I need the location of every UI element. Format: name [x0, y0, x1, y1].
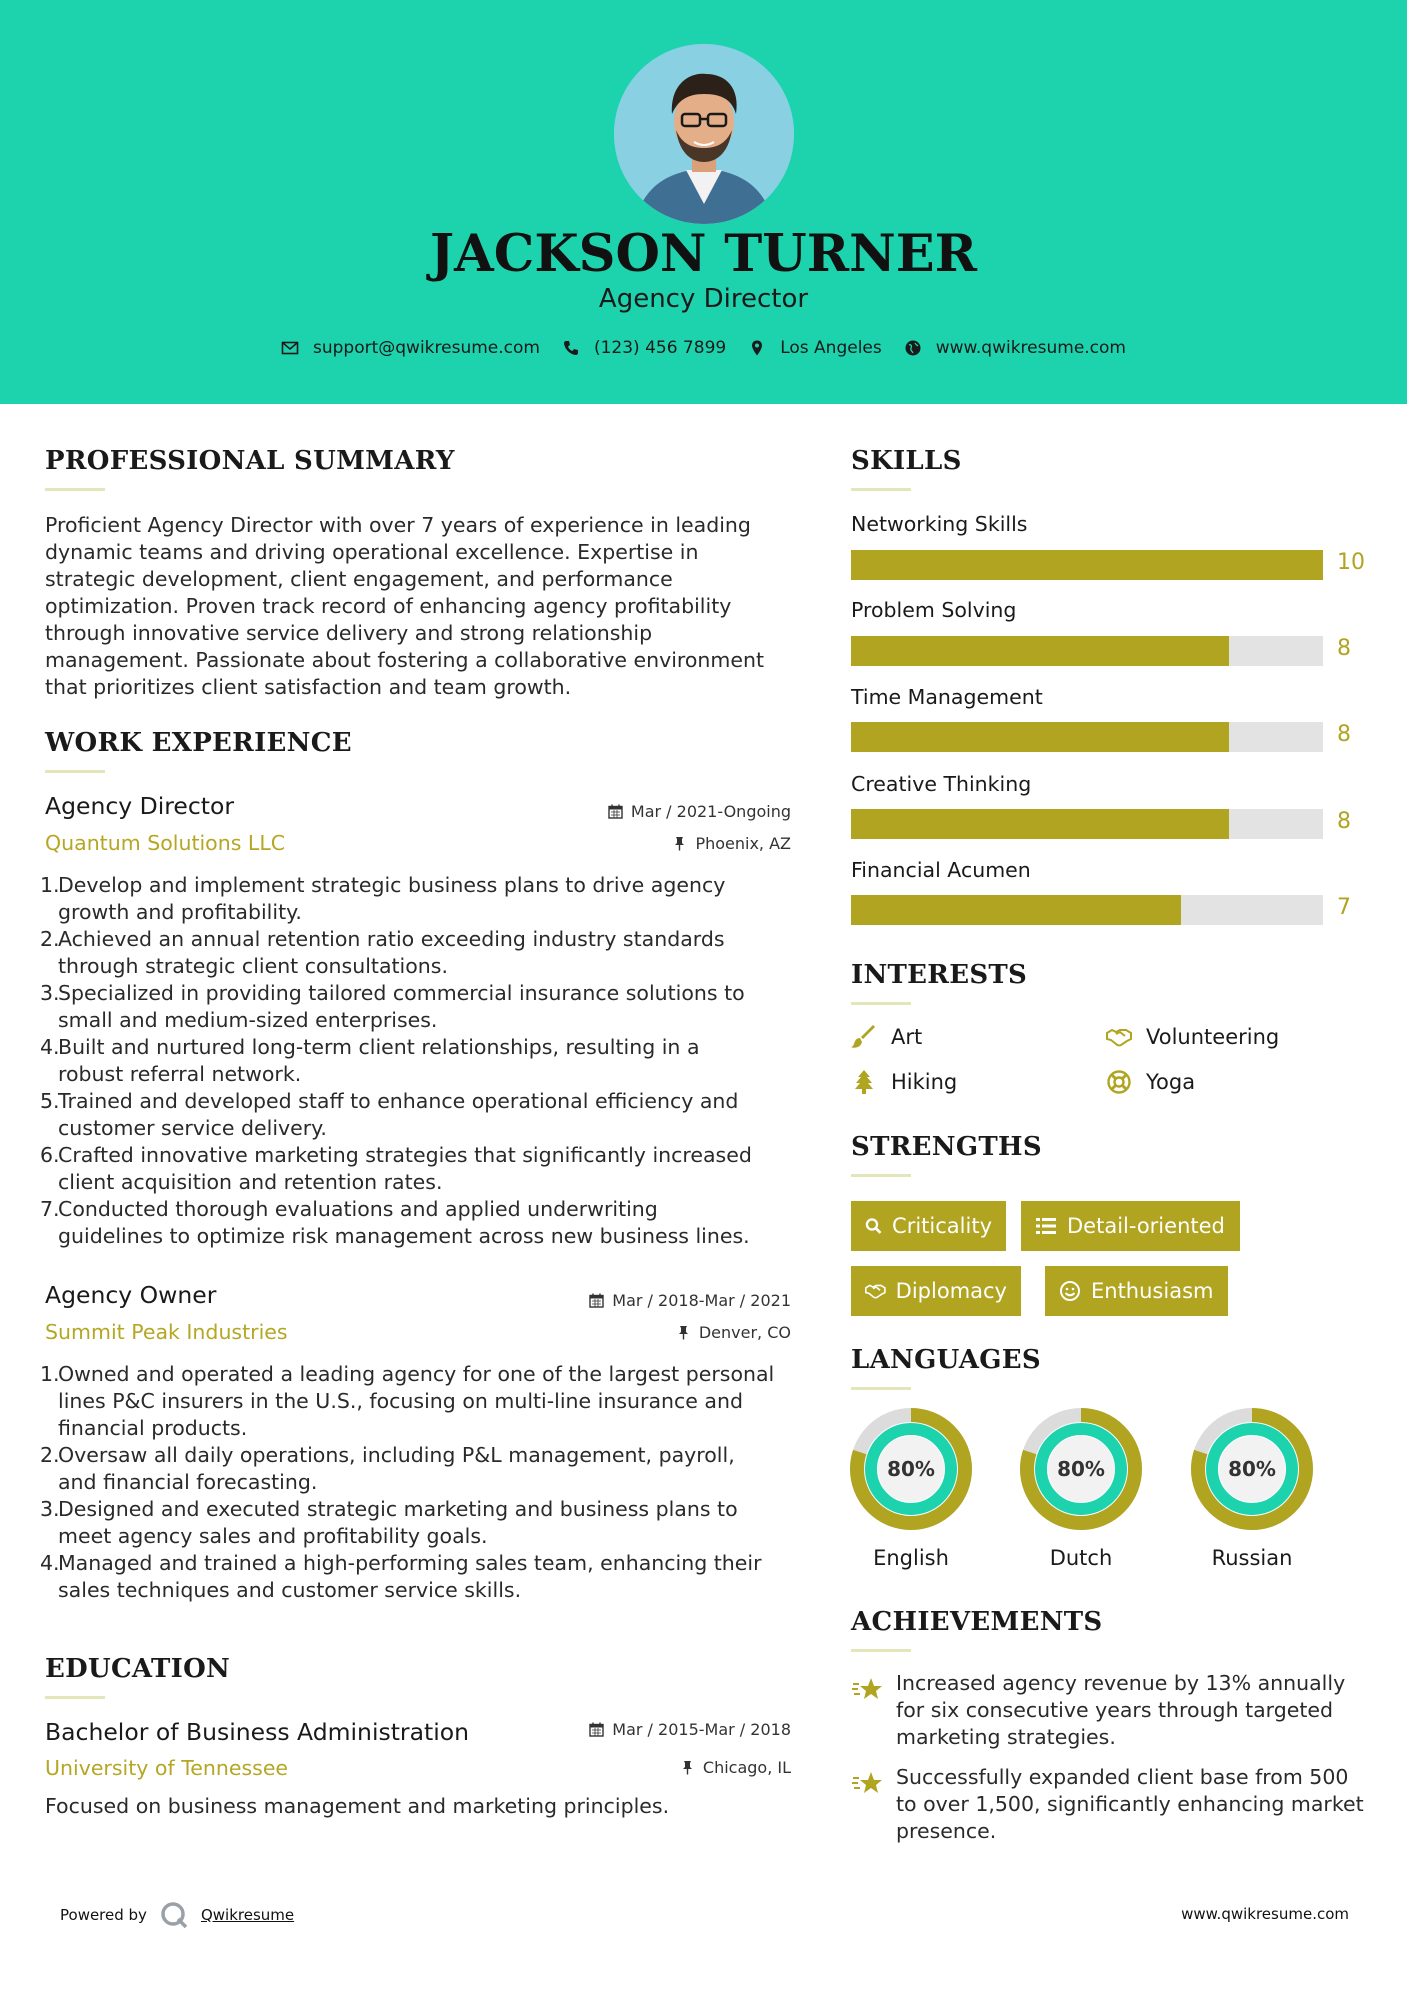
contact-location — [748, 338, 882, 358]
skills-heading: SKILLS — [851, 446, 962, 476]
qwikresume-logo-icon — [159, 1900, 189, 1930]
contact-email-text: support@qwikresume.com — [313, 338, 540, 358]
skill-bar — [851, 809, 1323, 839]
list-item: 3. Designed and executed strategic marketing and business plans to meet agency sales and profitability goals. — [40, 1497, 738, 1548]
education-location — [680, 1758, 791, 1777]
skill-bar — [851, 722, 1323, 752]
strength-tag — [851, 1266, 1021, 1316]
skill-bar — [851, 636, 1323, 666]
summary-line: strategic development, client engagement, and performance — [45, 567, 673, 591]
languages-heading-rule — [851, 1387, 911, 1390]
experience-heading: WORK EXPERIENCE — [45, 728, 352, 758]
pushpin-icon — [680, 1760, 695, 1775]
strength-label: Enthusiasm — [1091, 1279, 1214, 1303]
skill-name: Networking Skills — [851, 512, 1028, 536]
smile-icon — [1059, 1280, 1081, 1302]
skill-bar-fill — [851, 895, 1181, 925]
education-description: Focused on business management and marketing principles. — [45, 1794, 670, 1818]
achievement-item: Increased agency revenue by 13% annually for six consecutive years through targeted marketing strategies. — [896, 1671, 1346, 1749]
education-heading: EDUCATION — [45, 1654, 231, 1684]
language-ring — [1191, 1408, 1313, 1530]
job-duties-list — [40, 872, 810, 1250]
languages-heading: LANGUAGES — [851, 1345, 1041, 1375]
language-item — [850, 1408, 972, 1570]
skill-bar-fill — [851, 809, 1229, 839]
skill-bar-fill — [851, 722, 1229, 752]
interest-item — [851, 1070, 957, 1094]
star-award-icon — [851, 1768, 883, 1800]
contact-website[interactable] — [904, 338, 1126, 358]
education-dates-text: Mar / 2015-Mar / 2018 — [612, 1720, 791, 1739]
skill-name: Financial Acumen — [851, 858, 1031, 882]
job-duties-list — [40, 1361, 810, 1604]
summary-line: management. Passionate about fostering a collaborative environment — [45, 648, 765, 672]
powered-by-text: Powered by — [60, 1906, 147, 1924]
header-banner — [0, 0, 1407, 404]
job-company: Summit Peak Industries — [45, 1320, 288, 1344]
strengths-heading-rule — [851, 1174, 911, 1177]
summary-line: Proficient Agency Director with over 7 years of experience in leading — [45, 513, 751, 537]
language-item — [1191, 1408, 1313, 1570]
interest-item — [851, 1025, 922, 1049]
contact-email[interactable] — [281, 338, 540, 358]
list-item: 1. Owned and operated a leading agency for one of the largest personal lines P&C insurers in the U.S., focusing on multi-line insurance and financial products. — [40, 1362, 775, 1440]
language-name: Dutch — [1049, 1546, 1113, 1570]
job-company: Quantum Solutions LLC — [45, 831, 286, 855]
pushpin-icon — [672, 836, 687, 851]
job-title: Agency Director — [45, 792, 235, 820]
skill-bar-fill — [851, 636, 1229, 666]
interest-label: Art — [891, 1025, 923, 1049]
summary-line: dynamic teams and driving operational excellence. Expertise in — [45, 540, 699, 564]
skill-name: Problem Solving — [851, 598, 1017, 622]
list-item: 3. Specialized in providing tailored commercial insurance solutions to small and medium-sized enterprises. — [40, 981, 745, 1032]
job-location — [676, 1323, 791, 1342]
summary-line: that prioritizes client satisfaction and team growth. — [45, 675, 572, 699]
footer-website[interactable]: www.qwikresume.com — [1181, 1905, 1349, 1923]
interest-label: Hiking — [891, 1070, 958, 1094]
job-title: Agency Owner — [45, 1281, 217, 1309]
achievements-heading: ACHIEVEMENTS — [851, 1607, 1103, 1637]
summary-line: optimization. Proven track record of enhancing agency profitability — [45, 594, 732, 618]
language-name: Russian — [1211, 1546, 1293, 1570]
language-ring — [850, 1408, 972, 1530]
language-level: 80% — [1228, 1457, 1276, 1481]
phone-icon — [562, 339, 580, 357]
interest-item — [1106, 1025, 1279, 1049]
pushpin-icon — [676, 1325, 691, 1340]
list-item: 4. Managed and trained a high-performing sales team, enhancing their sales techniques and customer service skills. — [40, 1551, 762, 1602]
interests-heading: INTERESTS — [851, 960, 1028, 990]
interest-label: Yoga — [1146, 1070, 1196, 1094]
summary-line: through innovative service delivery and strong relationship — [45, 621, 653, 645]
envelope-icon — [281, 339, 299, 357]
list-item: 4. Built and nurtured long-term client relationships, resulting in a robust referral network. — [40, 1035, 700, 1086]
job-location-text: Denver, CO — [698, 1323, 791, 1342]
qwikresume-link[interactable]: Qwikresume — [200, 1906, 295, 1924]
skill-value: 10 — [1337, 550, 1365, 575]
experience-heading-rule — [45, 770, 105, 773]
skill-bar — [851, 550, 1323, 580]
avatar — [614, 44, 794, 224]
strength-tag — [1045, 1266, 1228, 1316]
contact-website-text: www.qwikresume.com — [935, 338, 1126, 358]
language-ring — [1020, 1408, 1142, 1530]
education-location-text: Chicago, IL — [702, 1758, 791, 1777]
lifebuoy-icon — [1106, 1070, 1132, 1094]
list-item: 7. Conducted thorough evaluations and applied underwriting guidelines to optimize risk management across new business lines. — [40, 1197, 750, 1248]
handshake-icon — [1106, 1025, 1132, 1049]
summary-text — [45, 512, 805, 701]
contact-phone-text: (123) 456 7899 — [593, 338, 727, 358]
list-item: 5. Trained and developed staff to enhance operational efficiency and customer service delivery. — [40, 1089, 739, 1140]
globe-icon — [904, 339, 922, 357]
skill-bar — [851, 895, 1323, 925]
skill-value: 7 — [1337, 895, 1351, 920]
strength-label: Criticality — [892, 1214, 992, 1238]
strength-tag — [851, 1201, 1006, 1251]
achievements-heading-rule — [851, 1649, 911, 1652]
candidate-name: JACKSON TURNER — [430, 224, 977, 284]
school-name: University of Tennessee — [45, 1756, 289, 1780]
skills-heading-rule — [851, 488, 911, 491]
calendar-icon — [608, 804, 623, 819]
skill-bar-fill — [851, 550, 1323, 580]
list-item: 2. Oversaw all daily operations, including P&L management, payroll, and financial forecasting. — [40, 1443, 735, 1494]
list-item: 6. Crafted innovative marketing strategies that significantly increased client acquisition and retention rates. — [40, 1143, 752, 1194]
skill-value: 8 — [1337, 636, 1351, 661]
achievement-item: Successfully expanded client base from 500 to over 1,500, significantly enhancing market presence. — [896, 1765, 1364, 1843]
contact-phone[interactable] — [562, 338, 726, 358]
interest-label: Volunteering — [1146, 1025, 1280, 1049]
calendar-icon — [589, 1722, 604, 1737]
tree-icon — [851, 1070, 877, 1094]
footer-powered-by — [60, 1900, 294, 1930]
skill-value: 8 — [1337, 722, 1351, 747]
language-item — [1020, 1408, 1142, 1570]
education-heading-rule — [45, 1696, 105, 1699]
skill-name: Creative Thinking — [851, 772, 1032, 796]
job-dates — [589, 1291, 791, 1310]
handshake-icon — [865, 1280, 886, 1302]
job-location — [672, 834, 791, 853]
contact-bar — [0, 338, 1407, 358]
list-item: 2. Achieved an annual retention ratio exceeding industry standards through strategic client consultations. — [40, 927, 725, 978]
interests-heading-rule — [851, 1002, 911, 1005]
search-icon — [865, 1215, 882, 1237]
strength-label: Diplomacy — [895, 1279, 1007, 1303]
degree-title: Bachelor of Business Administration — [45, 1718, 470, 1746]
strength-tag — [1021, 1201, 1240, 1251]
strengths-heading: STRENGTHS — [851, 1132, 1042, 1162]
summary-heading: PROFESSIONAL SUMMARY — [45, 446, 455, 476]
job-location-text: Phoenix, AZ — [695, 834, 791, 853]
education-dates — [589, 1720, 791, 1739]
list-item: 1. Develop and implement strategic business plans to drive agency growth and profitability. — [40, 873, 726, 924]
job-dates — [608, 802, 791, 821]
interest-item — [1106, 1070, 1195, 1094]
summary-heading-rule — [45, 488, 105, 491]
calendar-icon — [589, 1293, 604, 1308]
job-dates-text: Mar / 2021-Ongoing — [630, 802, 791, 821]
map-pin-icon — [748, 339, 766, 357]
star-award-icon — [851, 1674, 883, 1706]
skill-name: Time Management — [851, 685, 1043, 709]
candidate-title: Agency Director — [598, 284, 809, 314]
skill-value: 8 — [1337, 809, 1351, 834]
language-level: 80% — [1057, 1457, 1105, 1481]
strength-label: Detail-oriented — [1067, 1214, 1225, 1238]
contact-location-text: Los Angeles — [780, 338, 882, 358]
language-name: English — [873, 1546, 949, 1570]
language-level: 80% — [887, 1457, 935, 1481]
paintbrush-icon — [851, 1025, 877, 1049]
list-icon — [1035, 1215, 1057, 1237]
job-dates-text: Mar / 2018-Mar / 2021 — [612, 1291, 791, 1310]
